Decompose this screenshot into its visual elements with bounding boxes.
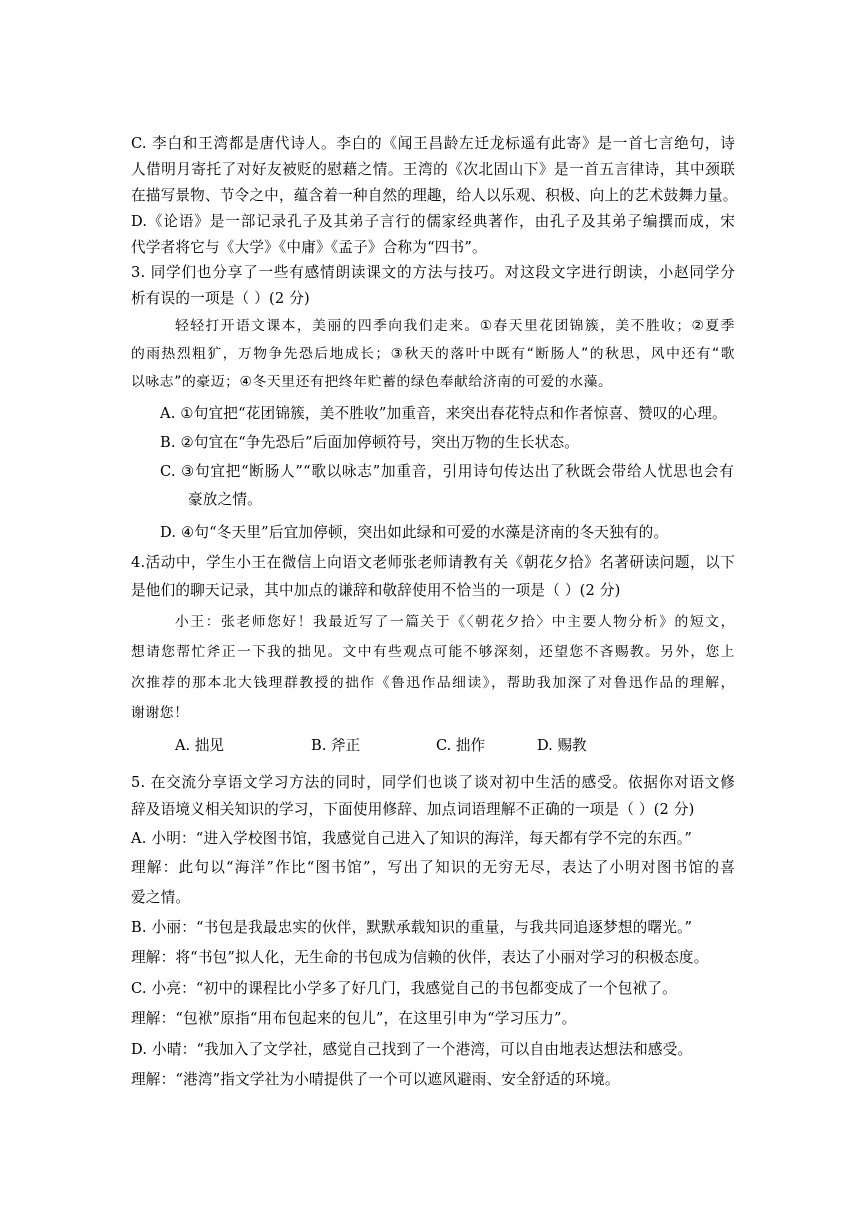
q5-item-a-explain-1: 理解：此句以“海洋”作比“图书馆”，写出了知识的无穷无尽，表达了小明对图书馆的喜 [131,859,735,876]
q5-stem-line-2: 辞及语境义相关知识的学习，下面使用修辞、加点词语理解不正确的一项是（ ）(2 分) [131,801,695,818]
q5-item-d-explain: 理解：“港湾”指文学社为小晴提供了一个可以遮风避雨、安全舒适的环境。 [131,1071,620,1088]
q4-option-b: B. 斧正 [311,737,361,754]
q3-passage-line-3: 以咏志”的豪迈；④冬天里还有把终年贮蓄的绿色奉献给济南的可爱的水藻。 [131,374,613,390]
q3-option-d: D. ④句“冬天里”后宜加停顿，突出如此绿和可爱的水藻是济南的冬天独有的。 [160,524,669,541]
q4-passage-line-2: 想请您帮忙斧正一下我的拙见。文中有些观点可能不够深刻，还望您不吝赐教。另外，您上 [131,644,735,660]
q3-stem-line-2: 析有误的一项是（ ）(2 分) [131,290,310,307]
q5-item-b-explain: 理解：将“书包”拟人化，无生命的书包成为信赖的伙伴，表达了小丽对学习的积极态度。 [131,949,709,966]
q5-item-c-explain: 理解：“包袱”原指“用布包起来的包儿”，在这里引申为“学习压力”。 [131,1010,577,1027]
q5-item-a-quote: A. 小明：“进入学校图书馆，我感觉自己进入了知识的海洋，每天都有学不完的东西。” [131,830,693,847]
q5-item-c-quote: C. 小亮：“初中的课程比小学多了好几门，我感觉自己的书包都变成了一个包袱了。 [131,980,677,997]
q2-option-c-line-3: 在描写景物、节令之中，蕴含着一种自然的理趣，给人以乐观、积极、向上的艺术鼓舞力量。 [131,187,738,204]
q3-passage-line-1: 轻轻打开语文课本，美丽的四季向我们走来。①春天里花团锦簇，美不胜收；②夏季 [175,318,735,334]
q4-option-a: A. 拙见 [175,737,225,754]
q4-passage-line-1: 小王：张老师您好！我最近写了一篇关于《〈朝花夕拾〉中主要人物分析》的短文， [175,614,735,630]
q4-stem-line-1: 4.活动中，学生小王在微信上向语文老师张老师请教有关《朝花夕拾》名著研读问题，以下 [131,554,735,571]
q3-option-c-line-2: 豪放之情。 [188,491,262,508]
q3-option-c-line-1: C. ③句宜把“断肠人”“歌以咏志”加重音，引用诗句传达出了秋既会带给人忧思也会有 [160,463,734,480]
q4-stem-line-2: 是他们的聊天记录，其中加点的谦辞和敬辞使用不恰当的一项是（ ）(2 分) [131,582,621,599]
q3-stem-line-1: 3. 同学们也分享了一些有感情朗读课文的方法与技巧。对这段文字进行朗读，小赵同学分 [131,264,735,281]
q5-item-a-explain-2: 爱之情。 [131,889,191,906]
q5-item-b-quote: B. 小丽：“书包是我最忠实的伙伴，默默承载知识的重量，与我共同追逐梦想的曙光。” [131,919,693,936]
q3-option-a: A. ①句宜把“花团锦簇，美不胜收”加重音，来突出春花特点和作者惊喜、赞叹的心理。 [160,405,727,422]
q3-passage-line-2: 的雨热烈粗犷，万物争先恐后地成长；③秋天的落叶中既有“断肠人”的秋思，风中还有“歌 [131,346,735,362]
q2-option-d-line-2: 代学者将它与《大学》《中庸》《孟子》合称为“四书”。 [131,239,487,256]
q5-item-d-quote: D. 小晴：“我加入了文学社，感觉自己找到了一个港湾，可以自由地表达想法和感受。 [131,1041,693,1058]
q4-passage-line-4: 谢谢您！ [131,705,189,721]
q2-option-c-line-1: C. 李白和王湾都是唐代诗人。李白的《闻王昌龄左迁龙标遥有此寄》是一首七言绝句，诗 [131,135,735,152]
q5-stem-line-1: 5. 在交流分享语文学习方法的同时，同学们也谈了谈对初中生活的感受。依据你对语文修 [131,774,735,791]
q2-option-d-line-1: D.《论语》是一部记录孔子及其弟子言行的儒家经典著作，由孔子及其弟子编撰而成，宋 [131,213,735,230]
q4-option-c: C. 拙作 [436,737,486,754]
q3-option-b: B. ②句宜在“争先恐后”后面加停顿符号，突出万物的生长状态。 [160,434,580,451]
q4-passage-line-3: 次推荐的那本北大钱理群教授的拙作《鲁迅作品细读》，帮助我加深了对鲁迅作品的理解， [131,675,735,691]
q2-option-c-line-2: 人借明月寄托了对好友被贬的慰藉之情。王湾的《次北固山下》是一首五言律诗，其中颈联 [131,161,735,178]
q4-option-d: D. 赐教 [537,737,587,754]
